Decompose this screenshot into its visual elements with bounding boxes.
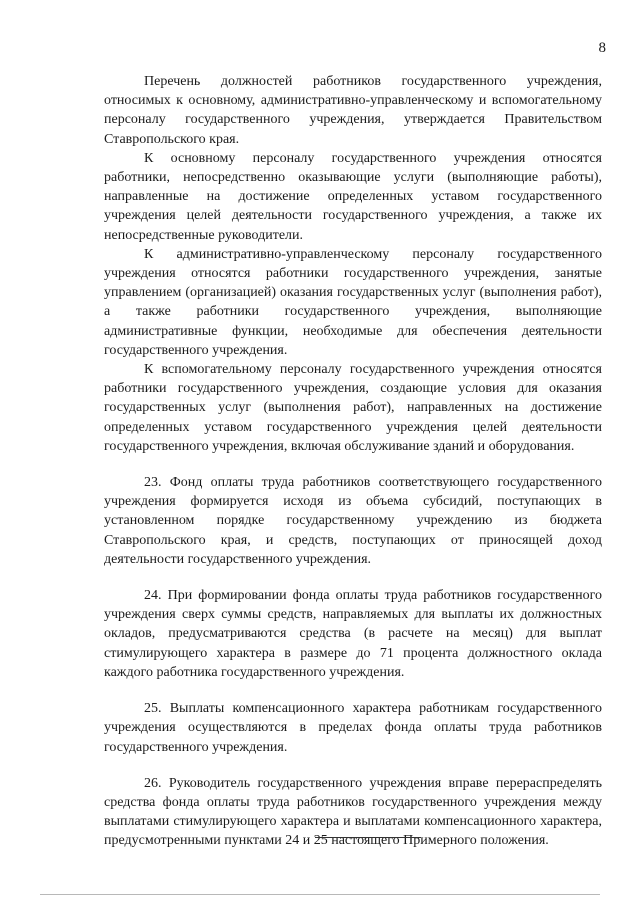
paragraph-support-staff: К вспомогательному персоналу государственного учреждения относятся работники государственного учреждения, создающие условия для оказания государственных услуг (выполнения работ), направленных на достижение определенных уставом государственного учреждения целей деятельности государственного учреждения, включая обслуживание зданий и оборудования. (104, 362, 602, 454)
scan-edge-line (40, 894, 600, 895)
clause-26: 26. Руководитель государственного учреждения вправе перераспределять средства фонда оплаты труда работников государственного учреждения между выплатами стимулирующего характера и выплатами компенсационного характера, предусмотренными пунктами 24 и 25 настоящего Примерного положения. (104, 775, 602, 849)
clause-23: 23. Фонд оплаты труда работников соответствующего государственного учреждения формируется исходя из объема субсидий, поступающих в установленном порядке государственному учреждению из бюджета Ставропольского края, и средств, поступающих от приносящей доход деятельности государственного учреждения. (104, 475, 602, 567)
paragraph-main-staff: К основному персоналу государственного учреждения относятся работники, непосредственно оказывающие услуги (выполняющие работы), направленные на достижение определенных уставом государственного учреждения целей деятельности государственного учреждения, а также их непосредственные руководители. (104, 150, 602, 243)
paragraph-gap (104, 569, 602, 586)
clause-24: 24. При формировании фонда оплаты труда работников государственного учреждения сверх суммы средств, направляемых для выплаты их должностных окладов, предусматриваются средства (в расчете на месяц) для выплат стимулирующего характера в размере до 71 процента должностного оклада каждого работника государственного учреждения. (104, 588, 602, 680)
paragraph-gap (104, 456, 602, 473)
paragraph-gap (104, 757, 602, 774)
paragraph-positions-list: Перечень должностей работников государственного учреждения, относимых к основному, административно-управленческому и вспомогательному персоналу государственного учреждения, утверждается Правительством Ставропольского края. (104, 74, 602, 147)
paragraph-gap (104, 682, 602, 699)
page-number: 8 (598, 40, 606, 56)
clause-25: 25. Выплаты компенсационного характера работникам государственного учреждения осуществляются в пределах фонда оплаты труда работников государственного учреждения. (104, 701, 602, 755)
end-divider-line (315, 837, 421, 838)
paragraph-admin-staff: К административно-управленческому персоналу государственного учреждения относятся работники государственного учреждения, занятые управлением (организацией) оказания государственных услуг (выполнения работ), а также работники государственного учреждения, выполняющие административные функции, необходимые для обеспечения деятельности государственного учреждения. (104, 246, 602, 358)
document-body (104, 72, 602, 851)
